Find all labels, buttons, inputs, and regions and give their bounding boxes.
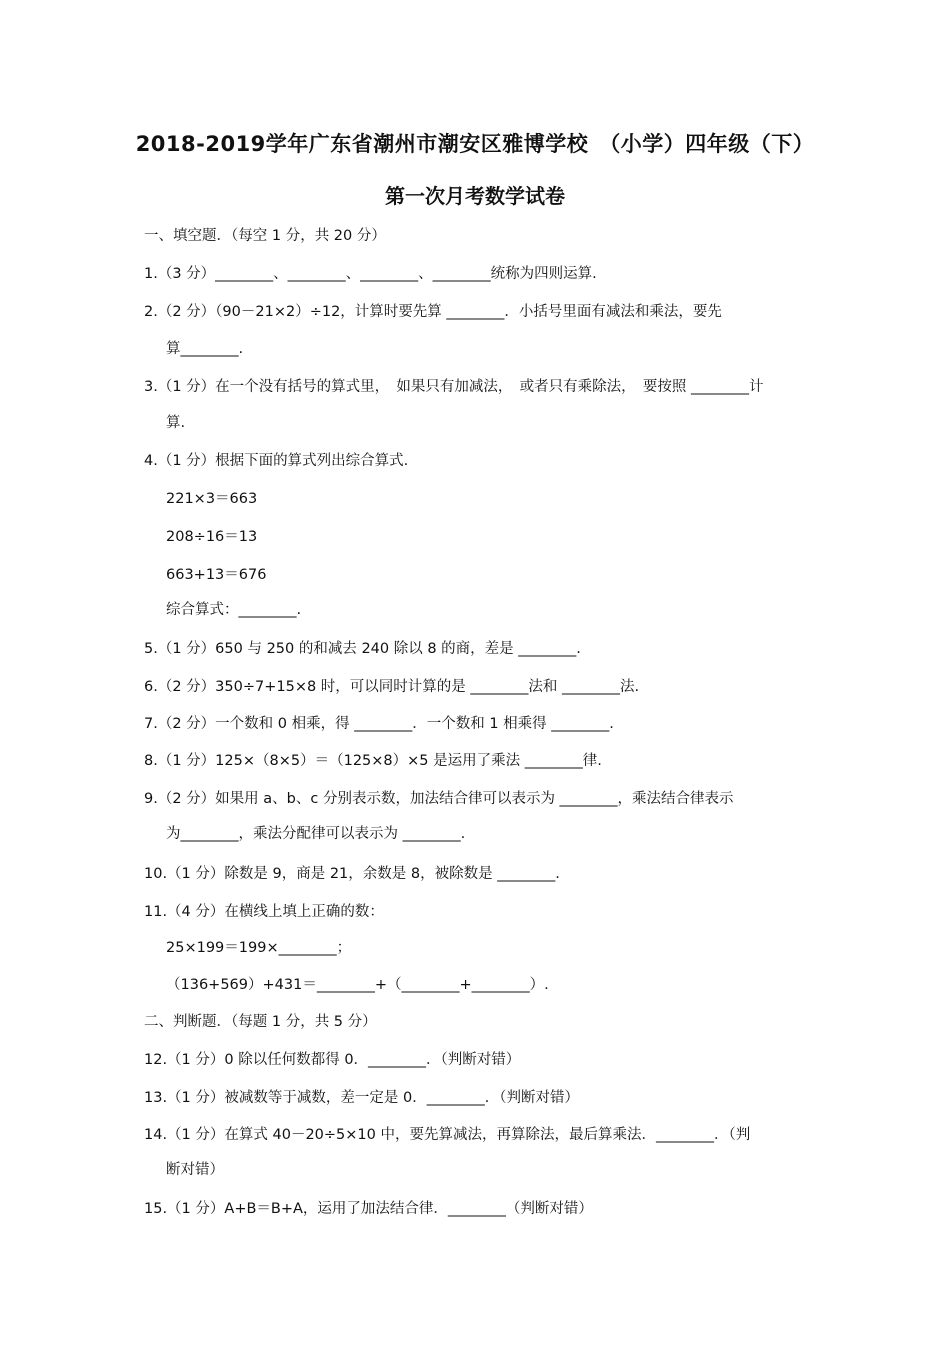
question-2: 2.（2 分）（90－21×2）÷12，计算时要先算 ________．小括号里面有减法和乘法，要先 [144,304,722,320]
question-1: 1.（3 分）________、________、________、________统称为四则运算. [144,266,597,282]
question-4-formula-1: 221×3＝663 [166,491,258,507]
question-7: 7.（2 分）一个数和 0 相乘，得 ________．一个数和 1 相乘得 ________. [144,716,614,732]
question-14: 14.（1 分）在算式 40－20÷5×10 中，要先算减法，再算除法，最后算乘法．________．（判 [144,1127,751,1143]
question-4-formula-2: 208÷16＝13 [166,529,258,545]
question-3-continued: 算. [166,415,186,431]
question-3: 3.（1 分）在一个没有括号的算式里， 如果只有加减法， 或者只有乘除法， 要按照 ________计 [144,379,764,395]
question-11-part-1: 25×199＝199×________； [166,940,352,956]
question-13: 13.（1 分）被减数等于减数，差一定是 0．________．（判断对错） [144,1090,579,1106]
question-11-part-2: （136+569）+431＝________+（________+________）. [166,977,549,993]
exam-title-line-1: 2018-2019学年广东省潮州市潮安区雅博学校 （小学）四年级（下） [135,132,815,156]
question-4-formula-3: 663+13＝676 [166,567,267,583]
question-2-continued: 算________. [166,341,244,357]
question-12: 12.（1 分）0 除以任何数都得 0．________．（判断对错） [144,1052,521,1068]
section-header-true-false: 二、判断题．（每题 1 分，共 5 分） [144,1014,377,1030]
question-4: 4.（1 分）根据下面的算式列出综合算式. [144,453,409,469]
question-10: 10.（1 分）除数是 9，商是 21，余数是 8，被除数是 ________. [144,866,560,882]
question-6: 6.（2 分）350÷7+15×8 时，可以同时计算的是 ________法和 ________法. [144,679,640,695]
question-5: 5.（1 分）650 与 250 的和减去 240 除以 8 的商，差是 ________. [144,641,581,657]
question-11: 11.（4 分）在横线上填上正确的数： [144,904,384,920]
question-14-continued: 断对错） [166,1162,224,1178]
section-header-fill-blanks: 一、填空题．（每空 1 分，共 20 分） [144,228,386,244]
question-4-answer: 综合算式：________. [166,602,302,618]
question-9-continued: 为________，乘法分配律可以表示为 ________. [166,826,466,842]
exam-title-line-2: 第一次月考数学试卷 [385,184,565,208]
question-8: 8.（1 分）125×（8×5）＝（125×8）×5 是运用了乘法 ________律. [144,753,602,769]
question-15: 15.（1 分）A+B＝B+A，运用了加法结合律．________（判断对错） [144,1201,593,1217]
question-9: 9.（2 分）如果用 a、b、c 分别表示数，加法结合律可以表示为 ________，乘法结合律表示 [144,791,734,807]
